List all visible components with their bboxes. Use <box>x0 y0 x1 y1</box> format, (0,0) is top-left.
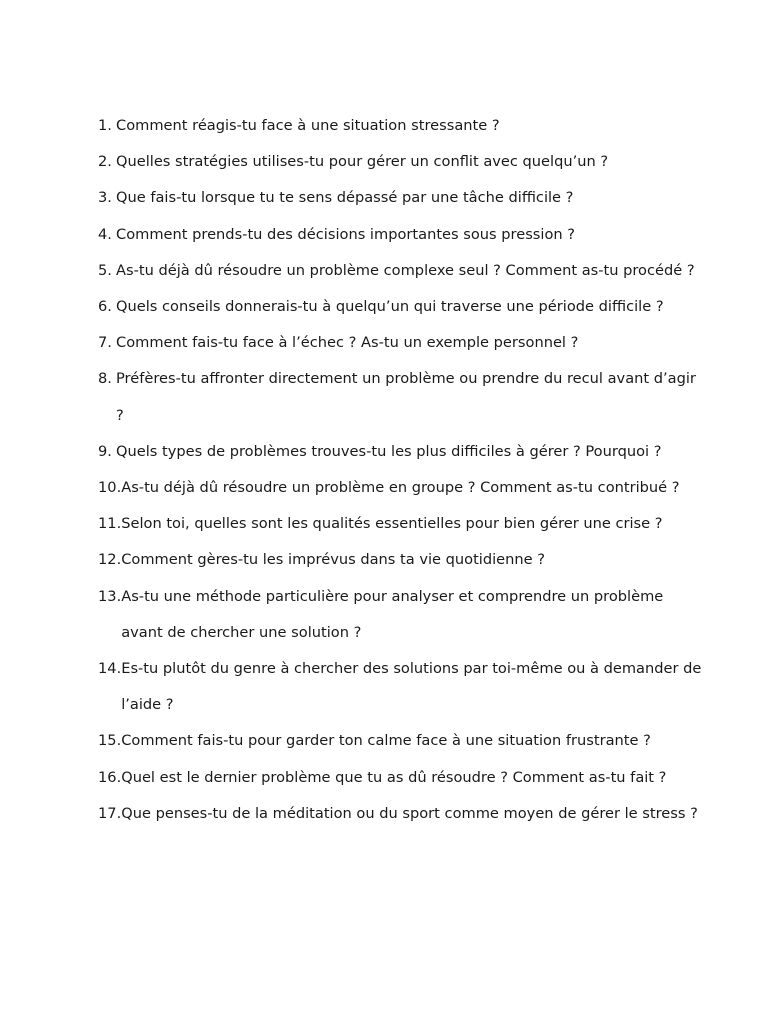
item-text: As-tu déjà dû résoudre un problème en groupe ? Comment as-tu contribué ? <box>121 479 680 497</box>
list-item <box>98 760 708 796</box>
list-item <box>98 796 708 832</box>
item-number: 5. <box>98 261 112 279</box>
list-item <box>98 434 708 470</box>
item-number: 7. <box>98 334 112 352</box>
item-number: 11. <box>98 515 122 533</box>
item-number: 4. <box>98 225 112 243</box>
item-text: Selon toi, quelles sont les qualités essentielles pour bien gérer une crise ? <box>121 515 663 533</box>
list-item <box>98 180 708 216</box>
item-text: Comment réagis-tu face à une situation stressante ? <box>116 117 500 134</box>
list-item <box>98 579 708 651</box>
item-number: 10. <box>98 479 122 497</box>
list-item <box>98 542 708 578</box>
item-text: Comment fais-tu pour garder ton calme face à une situation frustrante ? <box>121 732 651 750</box>
item-number: 16. <box>98 768 122 786</box>
item-number: 15. <box>98 732 122 750</box>
item-number: 2. <box>98 153 112 171</box>
item-text: Comment prends-tu des décisions importantes sous pression ? <box>116 225 576 243</box>
item-text: As-tu déjà dû résoudre un problème complexe seul ? Comment as-tu procédé ? <box>116 261 695 279</box>
item-text: Comment gères-tu les imprévus dans ta vie quotidienne ? <box>121 551 546 569</box>
item-number: 6. <box>98 298 112 316</box>
item-text: Quelles stratégies utilises-tu pour gérer un conflit avec quelqu’un ? <box>116 153 609 171</box>
item-number: 9. <box>98 442 112 460</box>
item-text: Que penses-tu de la méditation ou du sport comme moyen de gérer le stress ? <box>121 804 698 822</box>
item-text: Quel est le dernier problème que tu as dû résoudre ? Comment as-tu fait ? <box>121 768 667 786</box>
item-text: Comment fais-tu face à l’échec ? As-tu un exemple personnel ? <box>116 334 579 352</box>
item-number: 8. <box>98 370 112 388</box>
item-text: As-tu une méthode particulière pour analyser et comprendre un problème avant de chercher une solution ? <box>121 587 664 641</box>
list-item <box>98 217 708 253</box>
list-item <box>98 361 708 433</box>
item-text: Que fais-tu lorsque tu te sens dépassé par une tâche difficile ? <box>116 189 574 207</box>
item-number: 12. <box>98 551 122 569</box>
item-number: 17. <box>98 804 122 822</box>
list-item <box>98 506 708 542</box>
item-number: 1. <box>98 117 112 134</box>
item-number: 13. <box>98 587 122 605</box>
list-item <box>98 144 708 180</box>
question-list <box>98 108 708 832</box>
item-number: 3. <box>98 189 112 207</box>
list-item <box>98 470 708 506</box>
item-text: Quels types de problèmes trouves-tu les plus difficiles à gérer ? Pourquoi ? <box>116 442 662 460</box>
item-text: Quels conseils donnerais-tu à quelqu’un qui traverse une période difficile ? <box>116 298 664 316</box>
list-item <box>98 325 708 361</box>
list-item <box>98 253 708 289</box>
list-item <box>98 723 708 759</box>
list-item <box>98 651 708 723</box>
list-item <box>98 108 708 144</box>
item-text: Es-tu plutôt du genre à chercher des solutions par toi-même ou à demander de l’aide ? <box>121 660 702 714</box>
list-item <box>98 289 708 325</box>
item-text: Préfères-tu affronter directement un problème ou prendre du recul avant d’agir ? <box>116 370 696 424</box>
item-number: 14. <box>98 660 122 678</box>
